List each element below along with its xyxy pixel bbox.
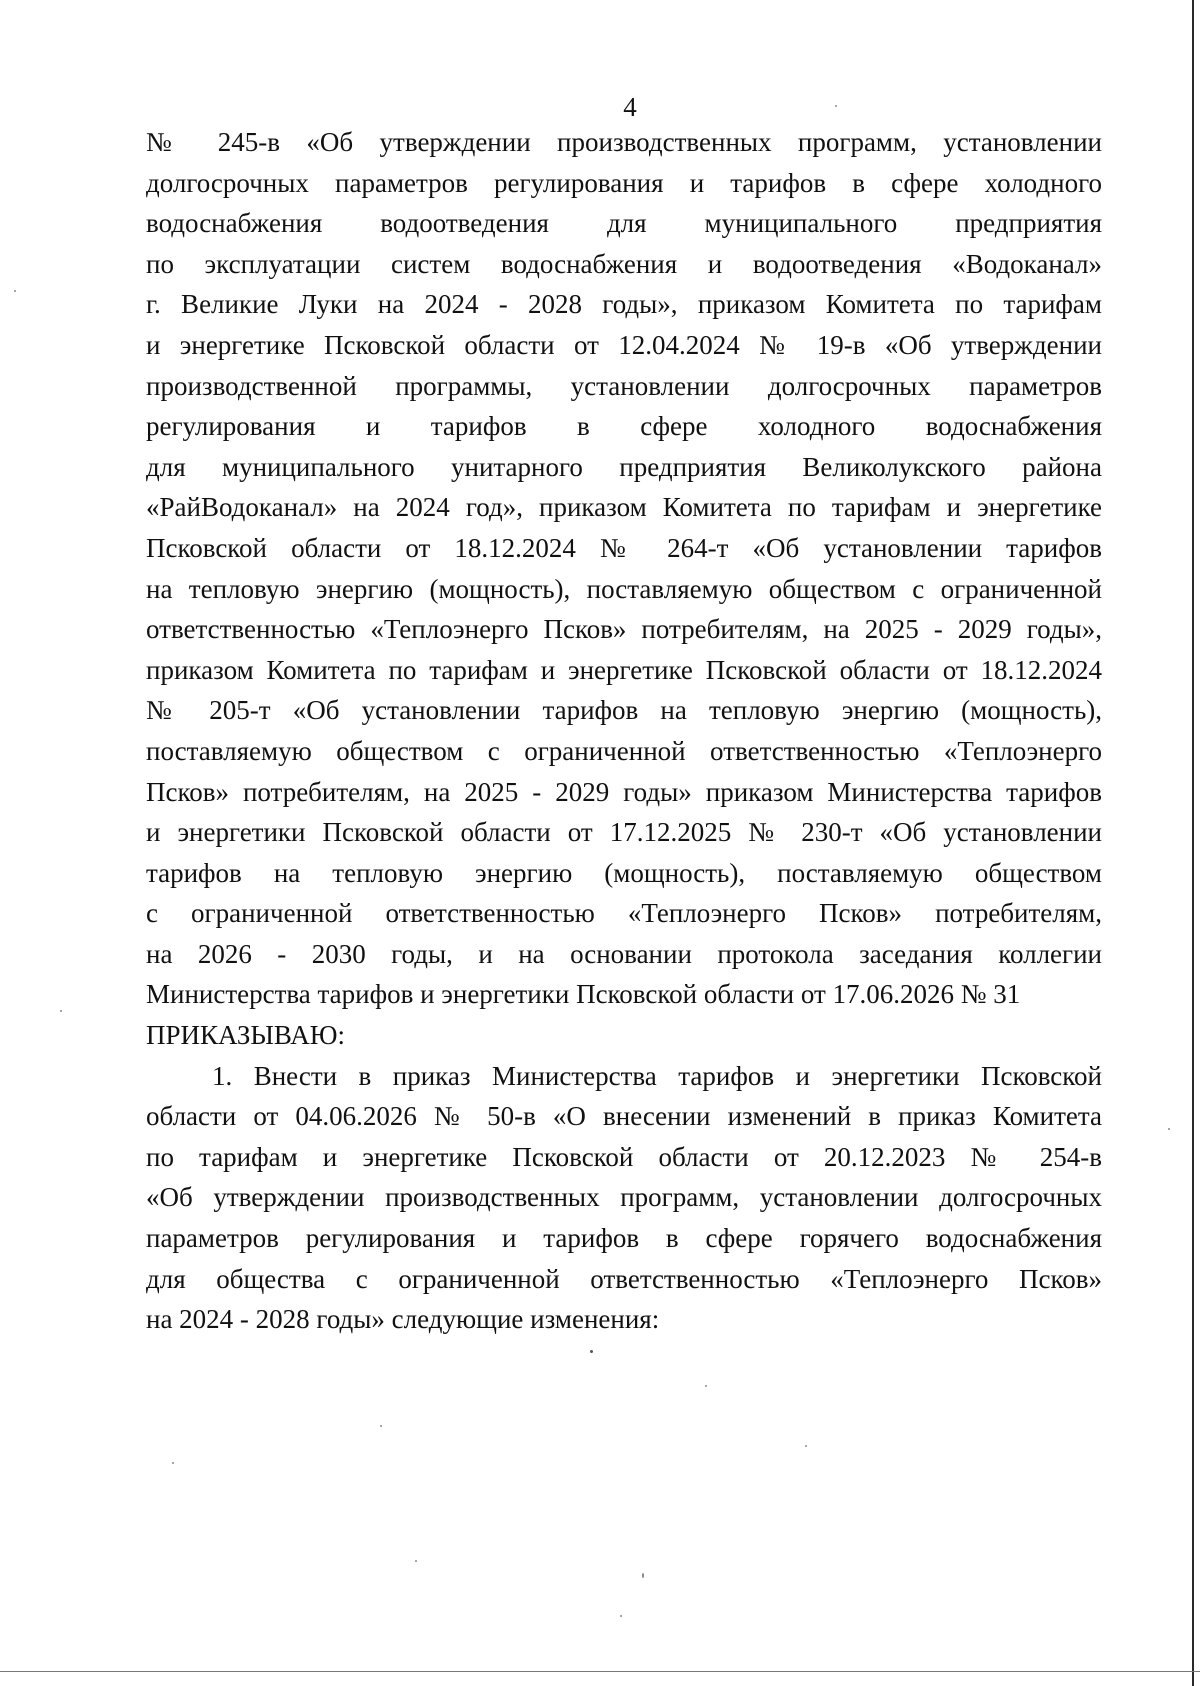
- text-line: регулирования и тарифов в сфере холодного водоснабжения: [146, 411, 1102, 442]
- text-line: Министерства тарифов и энергетики Псковской области от 17.06.2026 № 31: [146, 979, 1021, 1010]
- scan-speck: [172, 1462, 174, 1464]
- page-number: 4: [623, 92, 637, 122]
- text-line: долгосрочных параметров регулирования и тарифов в сфере холодного: [146, 167, 1102, 198]
- text-line: поставляемую обществом с ограниченной ответственностью «Теплоэнерго: [146, 735, 1102, 766]
- scan-speck: [705, 1385, 707, 1387]
- text-line: Псковской области от 18.12.2024 № 264-т «Об установлении тарифов: [146, 532, 1102, 563]
- text-line: тарифов на тепловую энергию (мощность), поставляемую обществом: [146, 857, 1102, 888]
- text-line: Псков» потребителям, на 2025 - 2029 годы» приказом Министерства тарифов: [146, 776, 1102, 807]
- text-line: для муниципального унитарного предприятия Великолукского района: [146, 451, 1102, 482]
- scan-speck: [590, 1350, 593, 1353]
- scan-speck: [380, 1425, 382, 1427]
- text-line: приказом Комитета по тарифам и энергетике Псковской области от 18.12.2024: [146, 654, 1102, 685]
- text-line: области от 04.06.2026 № 50-в «О внесении изменений в приказ Комитета: [146, 1101, 1102, 1132]
- document-body: [146, 122, 1102, 1340]
- text-line: с ограниченной ответственностью «Теплоэнерго Псков» потребителям,: [146, 898, 1102, 929]
- scan-speck: [1168, 1128, 1170, 1130]
- text-line: на 2026 - 2030 годы, и на основании протокола заседания коллегии: [146, 938, 1102, 969]
- text-line: г. Великие Луки на 2024 - 2028 годы», приказом Комитета по тарифам: [146, 289, 1102, 320]
- text-line: ответственностью «Теплоэнерго Псков» потребителям, на 2025 - 2029 годы»,: [146, 614, 1102, 645]
- text-line: и энергетики Псковской области от 17.12.2025 № 230-т «Об установлении: [146, 817, 1102, 848]
- text-line: «РайВодоканал» на 2024 год», приказом Комитета по тарифам и энергетике: [146, 492, 1102, 523]
- text-line: параметров регулирования и тарифов в сфере горячего водоснабжения: [146, 1223, 1102, 1254]
- text-line: «Об утверждении производственных программ, установлении долгосрочных: [146, 1182, 1102, 1213]
- text-line: для общества с ограниченной ответственностью «Теплоэнерго Псков»: [146, 1263, 1102, 1294]
- text-line: на тепловую энергию (мощность), поставляемую обществом с ограниченной: [146, 573, 1102, 604]
- text-line: по тарифам и энергетике Псковской области от 20.12.2023 № 254-в: [146, 1141, 1102, 1172]
- text-line: водоснабжения водоотведения для муниципального предприятия: [146, 208, 1102, 239]
- scan-speck: [60, 1010, 62, 1012]
- text-line: и энергетике Псковской области от 12.04.2024 № 19-в «Об утверждении: [146, 329, 1102, 360]
- scan-speck: [805, 1445, 807, 1447]
- text-line: производственной программы, установлении долгосрочных параметров: [146, 370, 1102, 401]
- scan-speck: [620, 1615, 622, 1617]
- scan-speck: [642, 1573, 644, 1578]
- scan-speck: [835, 105, 837, 107]
- order-keyword: ПРИКАЗЫВАЮ:: [146, 1020, 345, 1051]
- text-line: № 205-т «Об установлении тарифов на тепловую энергию (мощность),: [146, 695, 1102, 726]
- text-line: по эксплуатации систем водоснабжения и водоотведения «Водоканал»: [146, 248, 1102, 279]
- scan-speck: [14, 290, 16, 292]
- paragraph-1-start: 1. Внести в приказ Министерства тарифов и энергетики Псковской: [212, 1060, 1102, 1091]
- scan-speck: [415, 1560, 417, 1562]
- scan-bottom-border: [0, 1671, 1200, 1672]
- text-line: № 245-в «Об утверждении производственных программ, установлении: [146, 127, 1102, 157]
- scan-right-border: [1192, 0, 1194, 1686]
- text-line: на 2024 - 2028 годы» следующие изменения:: [146, 1304, 660, 1335]
